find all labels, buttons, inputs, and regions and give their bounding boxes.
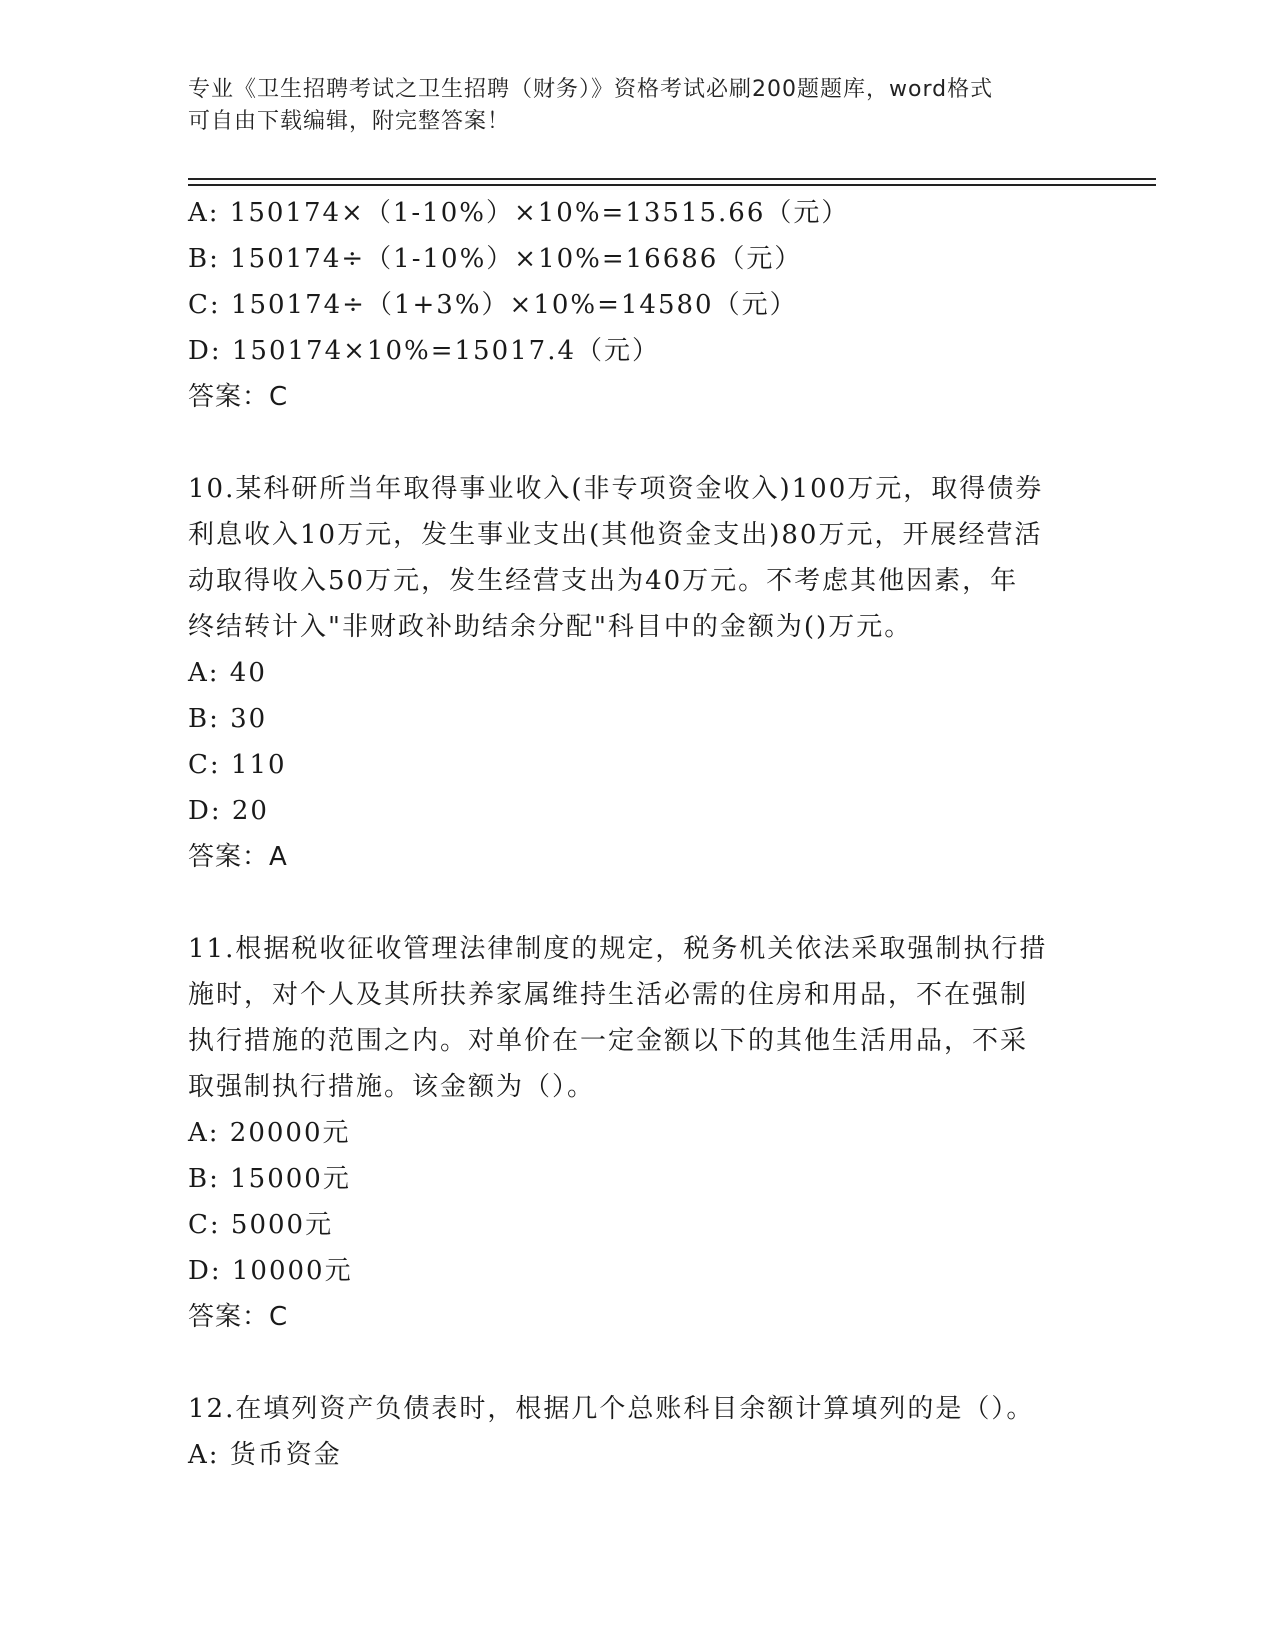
question-stem-line: 利息收入10万元，发生事业支出(其他资金支出)80万元，开展经营活 bbox=[188, 520, 1043, 550]
option-d: D: 10000元 bbox=[188, 1256, 353, 1286]
option-a: A: 20000元 bbox=[188, 1118, 351, 1148]
option-c: C: 5000元 bbox=[188, 1210, 334, 1240]
option-d: D: 150174×10%=15017.4（元） bbox=[188, 336, 660, 366]
answer: 答案：A bbox=[188, 842, 288, 872]
header-line-1: 专业《卫生招聘考试之卫生招聘（财务）》资格考试必刷200题题库，word格式 bbox=[188, 77, 994, 102]
question-stem-line: 施时，对个人及其所扶养家属维持生活必需的住房和用品，不在强制 bbox=[188, 980, 1029, 1010]
question-stem-line: 执行措施的范围之内。对单价在一定金额以下的其他生活用品，不采 bbox=[188, 1026, 1029, 1056]
question-10 bbox=[188, 466, 1088, 880]
answer: 答案：C bbox=[188, 382, 289, 412]
spacer bbox=[188, 420, 1088, 466]
option-c: C: 150174÷（1+3%）×10%=14580（元） bbox=[188, 290, 798, 320]
question-stem-line: 动取得收入50万元，发生经营支出为40万元。不考虑其他因素，年 bbox=[188, 566, 1019, 596]
question-11 bbox=[188, 926, 1088, 1340]
option-a: A: 150174×（1-10%）×10%=13515.66（元） bbox=[188, 198, 850, 228]
question-12 bbox=[188, 1386, 1088, 1478]
header-divider-top bbox=[188, 178, 1156, 180]
option-b: B: 150174÷（1-10%）×10%=16686（元） bbox=[188, 244, 803, 274]
option-a: A: 货币资金 bbox=[188, 1440, 342, 1470]
document-header bbox=[188, 74, 1088, 138]
question-9 bbox=[188, 190, 1088, 420]
option-b: B: 30 bbox=[188, 704, 268, 734]
question-stem-line: 11.根据税收征收管理法律制度的规定，税务机关依法采取强制执行措 bbox=[188, 934, 1048, 964]
question-stem-line: 10.某科研所当年取得事业收入(非专项资金收入)100万元，取得债券 bbox=[188, 474, 1044, 504]
option-a: A: 40 bbox=[188, 658, 267, 688]
question-list bbox=[188, 190, 1088, 1478]
question-stem-line: 12.在填列资产负债表时，根据几个总账科目余额计算填列的是（）。 bbox=[188, 1394, 1035, 1424]
header-line-2: 可自由下载编辑，附完整答案！ bbox=[188, 109, 511, 134]
header-divider-bottom bbox=[188, 184, 1156, 186]
option-c: C: 110 bbox=[188, 750, 287, 780]
spacer bbox=[188, 880, 1088, 926]
question-stem-line: 取强制执行措施。该金额为（）。 bbox=[188, 1072, 596, 1102]
question-stem-line: 终结转计入"非财政补助结余分配"科目中的金额为()万元。 bbox=[188, 612, 913, 642]
spacer bbox=[188, 1340, 1088, 1386]
option-d: D: 20 bbox=[188, 796, 269, 826]
option-b: B: 15000元 bbox=[188, 1164, 351, 1194]
answer: 答案：C bbox=[188, 1302, 289, 1332]
